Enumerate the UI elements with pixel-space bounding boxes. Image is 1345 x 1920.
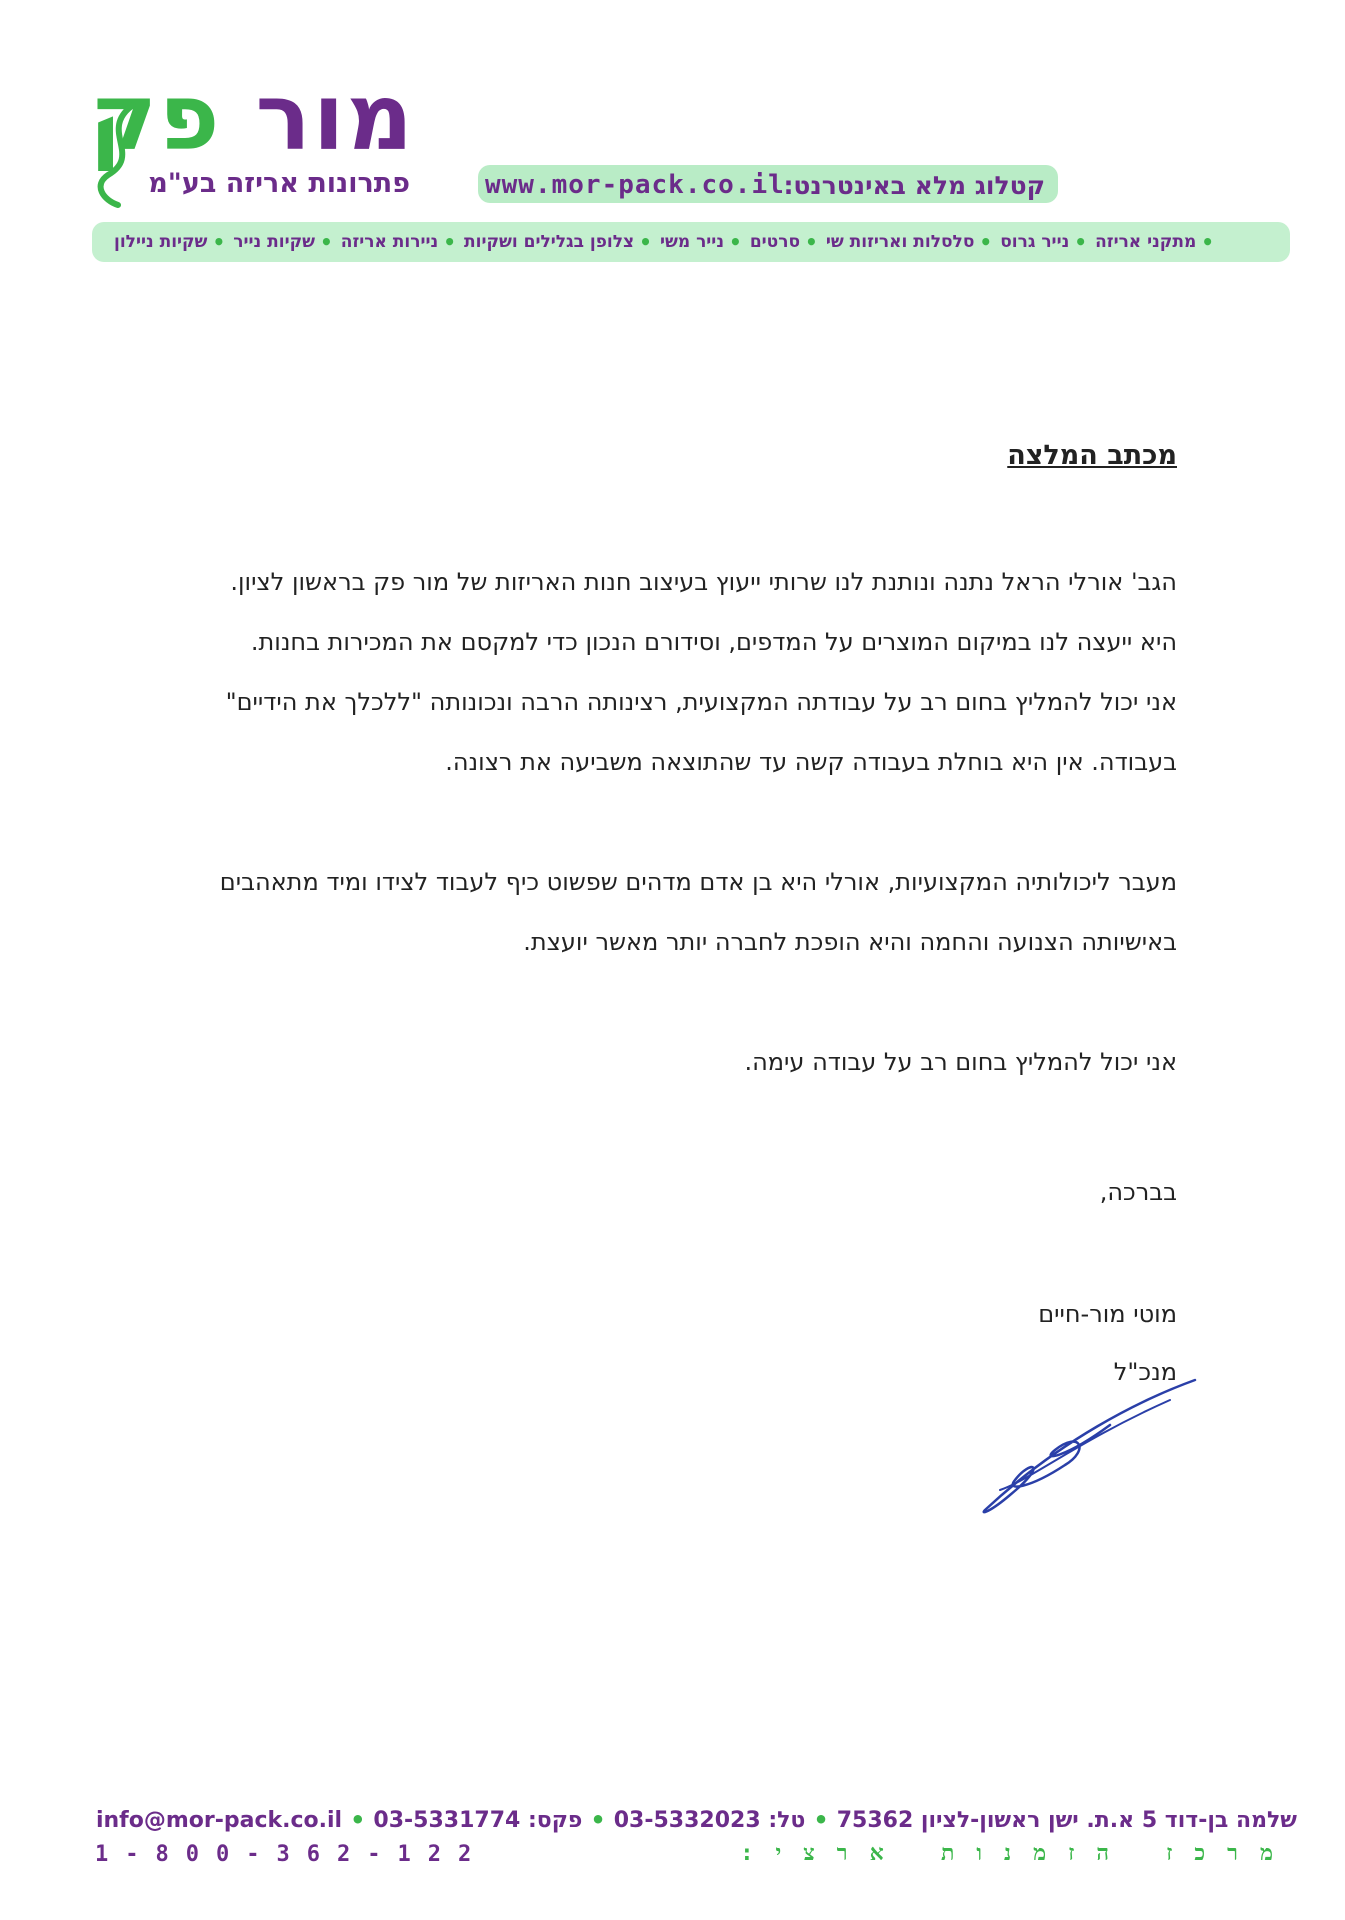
letter-greeting: בברכה,: [1099, 1178, 1177, 1206]
letter-paragraph: באישיותה הצנועה והחמה והיא הופכת לחברה יותר מאשר יועצת.: [523, 928, 1177, 956]
footer-contact: [96, 1806, 1297, 1834]
letter-paragraph: היא ייעצה לנו במיקום המוצרים על המדפים, וסידורם הנכון כדי למקסם את המכירות בחנות.: [250, 628, 1177, 656]
signer-title: מנכ"ל: [1113, 1358, 1177, 1386]
product-item: • מתקני אריזה: [1095, 230, 1214, 254]
letter-title: מכתב המלצה: [1007, 440, 1177, 471]
product-item: • סרטים: [750, 230, 818, 254]
letter-paragraph: מעבר ליכולותיה המקצועיות, אורלי היא בן אדם מדהים שפשוט כיף לעבוד לצידו ומיד מתאהבים: [219, 868, 1177, 896]
footer-email[interactable]: info@mor-pack.co.il: [95, 1807, 343, 1833]
product-item: • צלופן בגלילים ושקיות: [464, 230, 652, 254]
handwritten-signature: [970, 1370, 1200, 1520]
footer-fax: פקס: 03-5331774 •: [342, 1806, 582, 1834]
product-item: • שקיות נייר: [233, 230, 333, 254]
product-item: • שקיות ניילון: [114, 230, 225, 254]
catalog-label: קטלוג מלא באינטרנט:: [783, 171, 1045, 200]
letter-paragraph: אני יכול להמליץ בחום רב על עבודתה המקצועית, רצינותה הרבה ונכונותה "ללכלך את הידיים": [225, 688, 1177, 716]
letter-paragraph: הגב' אורלי הראל נתנה ונותנת לנו שרותי ייעוץ בעיצוב חנות האריזות של מור פק בראשון לציון.: [230, 568, 1177, 596]
company-tagline: פתרונות אריזה בע"מ: [148, 168, 410, 199]
logo-swirl-icon: [88, 100, 148, 210]
product-item: • סלסלות ואריזות שי: [826, 230, 992, 254]
logo-text-mor: מור: [255, 64, 415, 171]
order-center-phone: 1-800-362-122: [95, 1842, 489, 1867]
order-center-label: מרכז הזמנות ארצי:: [740, 1841, 1295, 1866]
letter-paragraph: אני יכול להמליץ בחום רב על עבודה עימה.: [744, 1048, 1177, 1076]
footer-address: שלמה בן-דוד 5 א.ת. ישן ראשון-לציון 75362 •: [805, 1806, 1297, 1834]
letter-paragraph: בעבודה. אין היא בוחלת בעבודה קשה עד שהתוצאה משביעה את רצונה.: [445, 748, 1177, 776]
website-link[interactable]: www.mor-pack.co.il: [485, 170, 785, 200]
product-item: • ניירות אריזה: [341, 230, 456, 254]
products-bar: [92, 222, 1290, 262]
signer-name: מוטי מור-חיים: [1038, 1300, 1177, 1328]
footer-phone: טל: 03-5332023 •: [582, 1806, 805, 1834]
logo-text-pak: פק: [89, 64, 222, 171]
product-item: • נייר גרוס: [1000, 230, 1087, 254]
product-item: • נייר משי: [660, 230, 742, 254]
